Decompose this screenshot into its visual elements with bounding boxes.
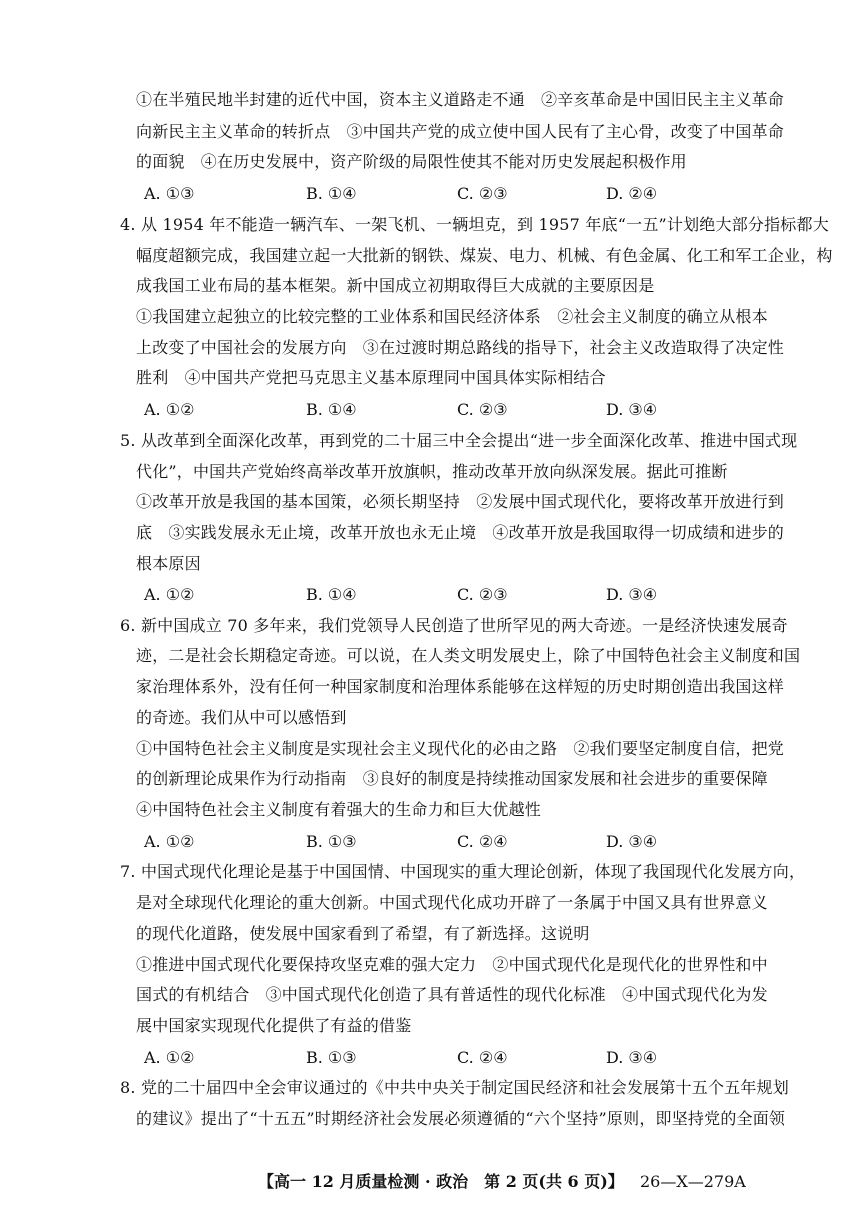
q6-stem-line-1: 6. 新中国成立 70 多年来，我们党领导人民创造了世所罕见的两大奇迹。一是经济快速发展奇	[120, 616, 788, 635]
q4-statement-line-2: 上改变了中国社会的发展方向 ③在过渡时期总路线的指导下，社会主义改造取得了决定性	[136, 338, 785, 357]
q7-stem-line-1: 7. 中国式现代化理论是基于中国国情、中国现实的重大理论创新，体现了我国现代化发展方向，	[120, 862, 806, 881]
q6-stem-line-3: 家治理体系外，没有任何一种国家制度和治理体系能够在这样短的历史时期创造出我国这样	[136, 677, 785, 696]
q5-option-a: A. ①②	[144, 585, 195, 604]
q4-option-b: B. ①④	[306, 400, 357, 419]
q4-options	[144, 400, 744, 420]
q5-options	[144, 585, 744, 605]
q5-option-c: C. ②③	[457, 585, 508, 604]
q4-stem-line-1: 4. 从 1954 年不能造一辆汽车、一架飞机、一辆坦克，到 1957 年底“一五”计划绝大部分指标都大	[120, 215, 829, 234]
q3-option-b: B. ①④	[306, 184, 357, 203]
q4-statement-line-1: ①我国建立起独立的比较完整的工业体系和国民经济体系 ②社会主义制度的确立从根本	[136, 307, 768, 326]
q3-line-1: ①在半殖民地半封建的近代中国，资本主义道路走不通 ②辛亥革命是中国旧民主主义革命	[136, 90, 785, 109]
q8-stem-line-1: 8. 党的二十届四中全会审议通过的《中共中央关于制定国民经济和社会发展第十五个五年规划	[120, 1078, 789, 1097]
q5-stem-line-2: 代化”，中国共产党始终高举改革开放旗帜，推动改革开放向纵深发展。据此可推断	[136, 462, 728, 481]
q3-option-d: D. ②④	[606, 184, 658, 203]
q5-statement-line-2: 底 ③实践发展永无止境，改革开放也永无止境 ④改革开放是我国取得一切成绩和进步的	[136, 523, 785, 542]
q7-options	[144, 1048, 744, 1068]
q5-option-b: B. ①④	[306, 585, 357, 604]
q6-statement-line-2: 的创新理论成果作为行动指南 ③良好的制度是持续推动国家发展和社会进步的重要保障	[136, 769, 768, 788]
q3-option-a: A. ①③	[144, 184, 195, 203]
q6-option-c: C. ②④	[457, 832, 508, 851]
q4-option-d: D. ③④	[606, 400, 658, 419]
q3-line-2: 向新民主主义革命的转折点 ③中国共产党的成立使中国人民有了主心骨，改变了中国革命	[136, 122, 785, 141]
q7-statement-line-2: 国式的有机结合 ③中国式现代化创造了具有普适性的现代化标准 ④中国式现代化为发	[136, 985, 768, 1004]
q5-stem-line-1: 5. 从改革到全面深化改革，再到党的二十届三中全会提出“进一步全面深化改革、推进中国式现	[120, 431, 798, 450]
q6-statement-line-3: ④中国特色社会主义制度有着强大的生命力和巨大优越性	[136, 800, 542, 819]
q5-option-d: D. ③④	[606, 585, 658, 604]
q7-option-b: B. ①③	[306, 1048, 357, 1067]
q6-option-b: B. ①③	[306, 832, 357, 851]
page-footer-code: 26—X—279A	[640, 1172, 746, 1191]
q5-statement-line-3: 根本原因	[136, 554, 201, 573]
q7-option-a: A. ①②	[144, 1048, 195, 1067]
q4-stem-line-2: 幅度超额完成，我国建立起一大批新的钢铁、煤炭、电力、机械、有色金属、化工和军工企业，构	[136, 246, 833, 265]
q4-statement-line-3: 胜利 ④中国共产党把马克思主义基本原理同中国具体实际相结合	[136, 368, 606, 387]
q7-stem-line-2: 是对全球现代化理论的重大创新。中国式现代化成功开辟了一条属于中国又具有世界意义	[136, 893, 768, 912]
q6-stem-line-4: 的奇迹。我们从中可以感悟到	[136, 708, 347, 727]
q5-statement-line-1: ①改革开放是我国的基本国策，必须长期坚持 ②发展中国式现代化，要将改革开放进行到	[136, 492, 785, 511]
q8-stem-line-2: 的建议》提出了“十五五”时期经济社会发展必须遵循的“六个坚持”原则，即坚持党的全面领	[136, 1109, 786, 1128]
q6-option-d: D. ③④	[606, 832, 658, 851]
q3-line-3: 的面貌 ④在历史发展中，资产阶级的局限性使其不能对历史发展起积极作用	[136, 152, 687, 171]
q4-option-a: A. ①②	[144, 400, 195, 419]
q7-option-d: D. ③④	[606, 1048, 658, 1067]
q6-stem-line-2: 迹，二是社会长期稳定奇迹。可以说，在人类文明发展史上，除了中国特色社会主义制度和国	[136, 646, 801, 665]
q3-options	[144, 184, 744, 204]
q6-statement-line-1: ①中国特色社会主义制度是实现社会主义现代化的必由之路 ②我们要坚定制度自信，把党	[136, 739, 785, 758]
q3-option-c: C. ②③	[457, 184, 508, 203]
q4-option-c: C. ②③	[457, 400, 508, 419]
q7-statement-line-1: ①推进中国式现代化要保持攻坚克难的强大定力 ②中国式现代化是现代化的世界性和中	[136, 955, 768, 974]
q7-statement-line-3: 展中国家实现现代化提供了有益的借鉴	[136, 1016, 412, 1035]
page-footer-label: 【高一 12 月质量检测 · 政治 第 2 页(共 6 页)】	[258, 1172, 624, 1191]
q7-option-c: C. ②④	[457, 1048, 508, 1067]
q7-stem-line-3: 的现代化道路，使发展中国家看到了希望，有了新选择。这说明	[136, 924, 590, 943]
q6-option-a: A. ①②	[144, 832, 195, 851]
q6-options	[144, 832, 744, 852]
q4-stem-line-3: 成我国工业布局的基本框架。新中国成立初期取得巨大成就的主要原因是	[136, 276, 655, 295]
